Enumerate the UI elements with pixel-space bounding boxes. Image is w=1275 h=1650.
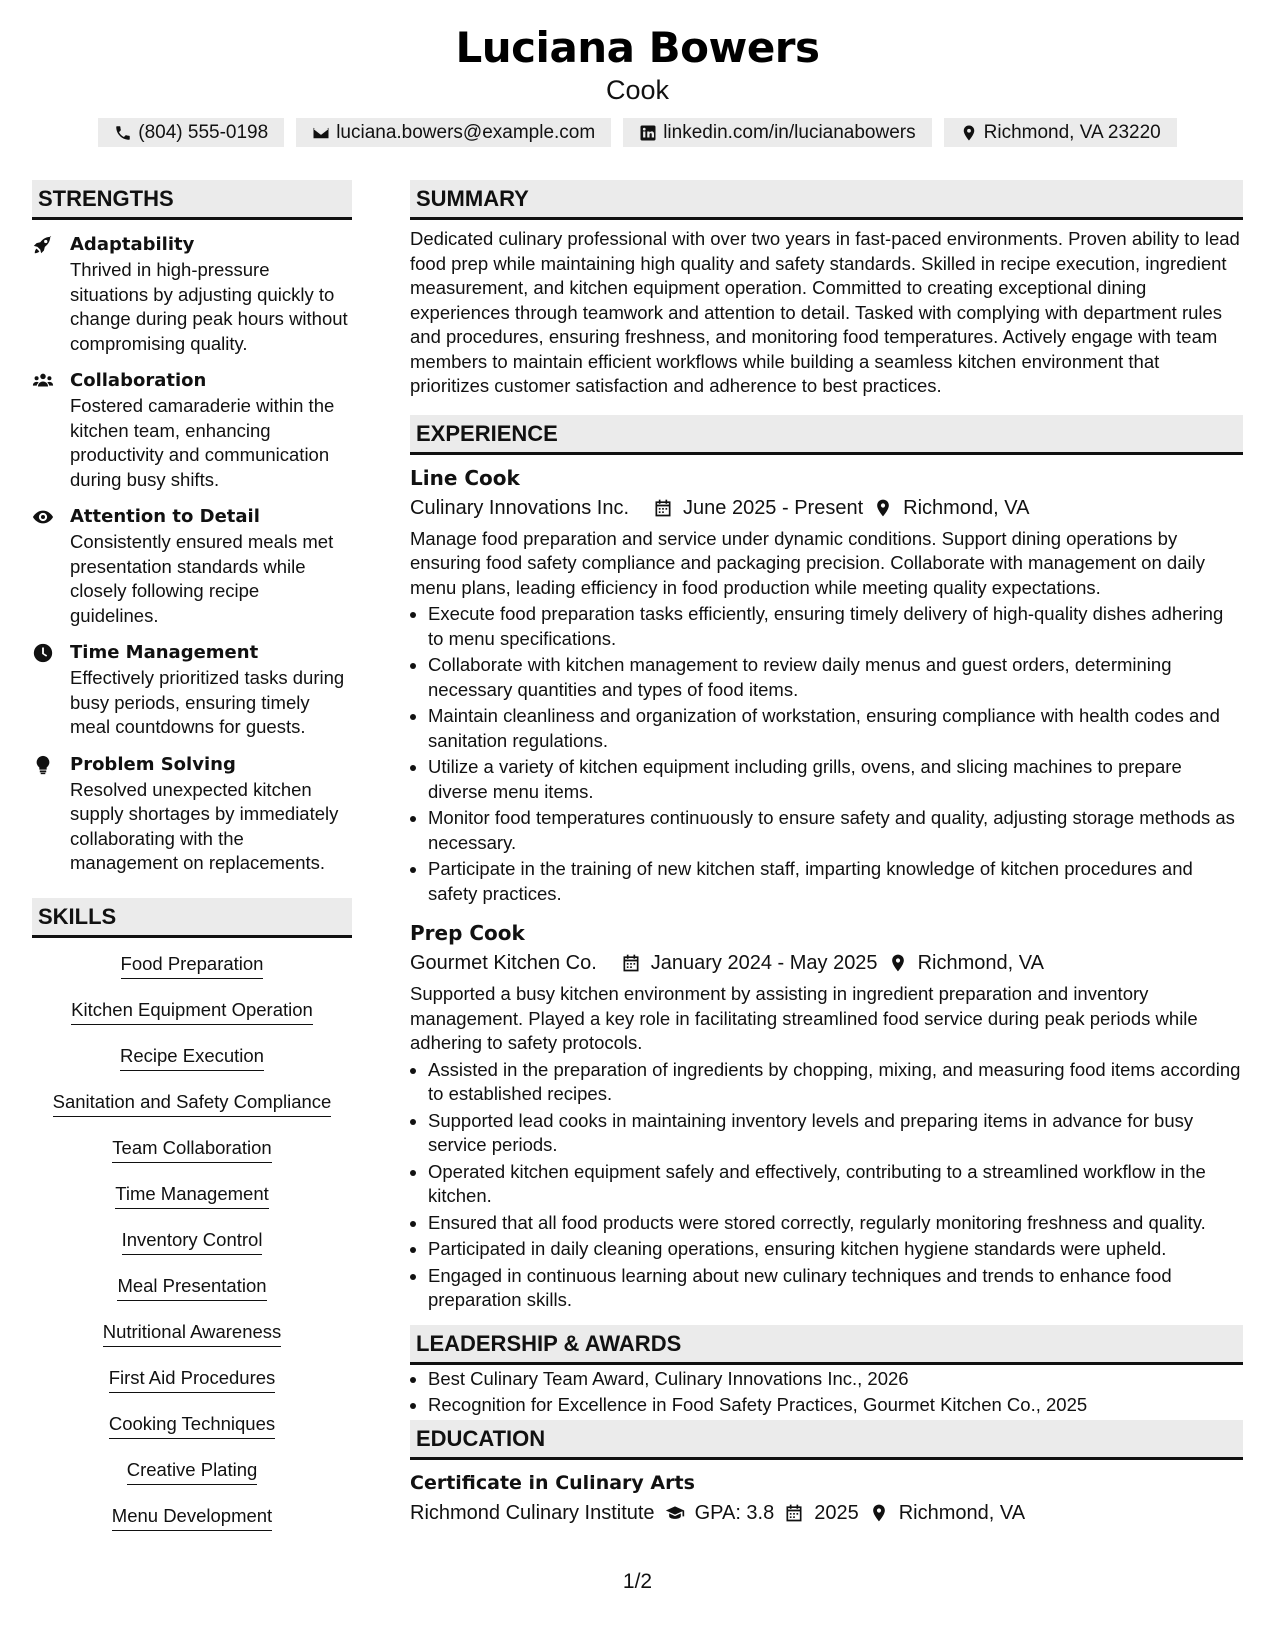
- job-entry: [410, 463, 1243, 907]
- calendar-icon: [621, 953, 641, 973]
- lightbulb-icon: [32, 754, 54, 776]
- education-location: Richmond, VA: [898, 1501, 1026, 1524]
- map-pin-icon: [960, 124, 978, 142]
- skills-heading: SKILLS: [32, 898, 352, 938]
- skill-item: Team Collaboration: [112, 1136, 271, 1163]
- summary-heading: SUMMARY: [410, 180, 1243, 220]
- job-bullet: • Assisted in the preparation of ingredients by chopping, mixing, and measuring food items according to established recipes.: [428, 1058, 1243, 1107]
- skill-item: Recipe Execution: [120, 1044, 264, 1071]
- contact-location: [944, 118, 1177, 147]
- awards-heading: LEADERSHIP & AWARDS: [410, 1325, 1243, 1365]
- page-number: 1/2: [622, 1570, 653, 1593]
- job-title: Line Cook: [410, 465, 520, 490]
- candidate-name: Luciana Bowers: [455, 23, 820, 72]
- job-title: Prep Cook: [410, 921, 525, 945]
- map-pin-icon: [873, 498, 893, 518]
- skill-item: Inventory Control: [122, 1228, 263, 1255]
- contact-linkedin[interactable]: [623, 118, 931, 147]
- strength-item: [32, 368, 352, 492]
- phone-icon: [114, 124, 132, 142]
- strength-title: Collaboration: [70, 370, 207, 391]
- job-meta: [410, 948, 1243, 978]
- education-title: Certificate in Culinary Arts: [410, 1471, 695, 1494]
- left-column: [32, 180, 352, 1550]
- skill-item: Nutritional Awareness: [103, 1320, 282, 1347]
- job-bullet: • Operated kitchen equipment safely and effectively, contributing to a streamlined workflow in the kitchen.: [428, 1160, 1243, 1209]
- candidate-role: Cook: [605, 75, 670, 105]
- skill-item: Kitchen Equipment Operation: [71, 998, 313, 1025]
- phone-text: (804) 555-0198: [138, 121, 269, 143]
- job-bullet: • Supported lead cooks in maintaining inventory levels and preparing items in advance for busy service periods.: [428, 1109, 1243, 1158]
- skill-item: Menu Development: [112, 1504, 272, 1531]
- strength-title: Adaptability: [70, 234, 195, 255]
- skill-item: Sanitation and Safety Compliance: [53, 1090, 332, 1117]
- strength-title: Problem Solving: [70, 753, 236, 775]
- job-entry: [410, 918, 1243, 1313]
- skills-list: [32, 938, 352, 1550]
- job-meta: [410, 493, 1243, 523]
- job-location: Richmond, VA: [903, 496, 1030, 519]
- award-item: • Best Culinary Team Award, Culinary Innovations Inc., 2026: [428, 1367, 1243, 1392]
- envelope-icon: [312, 124, 330, 142]
- resume-header: [0, 0, 1275, 147]
- clock-icon: [32, 642, 54, 664]
- strength-item: [32, 752, 352, 876]
- job-dates: January 2024 - May 2025: [650, 952, 878, 974]
- education-year: 2025: [814, 1501, 859, 1524]
- users-icon: [32, 370, 54, 392]
- linkedin-icon: [639, 124, 657, 142]
- job-bullet: • Participate in the training of new kitchen staff, imparting knowledge of kitchen procedures and safety practices.: [428, 857, 1243, 906]
- skill-item: Meal Presentation: [117, 1274, 266, 1301]
- strength-text: Consistently ensured meals met presentation standards while closely following recipe guidelines.: [70, 531, 334, 626]
- graduation-cap-icon: [665, 1503, 685, 1523]
- contact-bar: [0, 118, 1275, 147]
- education-gpa: GPA: 3.8: [694, 1501, 775, 1524]
- strength-text: Thrived in high-pressure situations by adjusting quickly to change during peak hours without compromising quality.: [70, 259, 348, 354]
- rocket-icon: [32, 234, 54, 256]
- education-school: Richmond Culinary Institute: [410, 1501, 655, 1524]
- skill-item: Time Management: [115, 1182, 269, 1209]
- strength-item: [32, 640, 352, 740]
- contact-email[interactable]: [296, 118, 611, 147]
- experience-heading: EXPERIENCE: [410, 415, 1243, 455]
- map-pin-icon: [869, 1503, 889, 1523]
- job-bullet: • Utilize a variety of kitchen equipment including grills, ovens, and slicing machines to prepare diverse menu items.: [428, 755, 1243, 804]
- job-description: Supported a busy kitchen environment by assisting in ingredient preparation and inventory management. Played a key role in facilitating streamlined food service during peak periods while adhering to safety protocols.: [410, 983, 1198, 1053]
- job-company: Gourmet Kitchen Co.: [410, 952, 597, 974]
- email-text: luciana.bowers@example.com: [336, 121, 596, 143]
- job-dates: June 2025 - Present: [683, 496, 864, 519]
- skill-item: Food Preparation: [121, 952, 264, 979]
- strength-item: [32, 504, 352, 628]
- award-item: • Recognition for Excellence in Food Safety Practices, Gourmet Kitchen Co., 2025: [428, 1393, 1243, 1418]
- job-bullets: [410, 602, 1243, 906]
- skill-item: Creative Plating: [127, 1458, 258, 1485]
- job-bullet: • Participated in daily cleaning operations, ensuring kitchen hygiene standards were upheld.: [428, 1237, 1243, 1262]
- strengths-heading: STRENGTHS: [32, 180, 352, 220]
- skill-item: Cooking Techniques: [109, 1412, 275, 1439]
- job-bullet: • Engaged in continuous learning about new culinary techniques and trends to enhance food preparation skills.: [428, 1264, 1243, 1313]
- right-column: [410, 180, 1243, 1528]
- strength-title: Attention to Detail: [70, 506, 260, 527]
- job-bullets: [410, 1058, 1243, 1313]
- job-company: Culinary Innovations Inc.: [410, 496, 630, 519]
- calendar-icon: [653, 498, 673, 518]
- job-bullet: • Execute food preparation tasks efficiently, ensuring timely delivery of high-quality dishes adhering to menu specifications.: [428, 602, 1243, 651]
- job-bullet: • Collaborate with kitchen management to review daily menus and guest orders, determining necessary quantities and types of food items.: [428, 653, 1243, 702]
- education-meta: [410, 1498, 1243, 1528]
- skill-item: First Aid Procedures: [109, 1366, 276, 1393]
- strength-text: Fostered camaraderie within the kitchen team, enhancing productivity and communication during busy shifts.: [70, 395, 335, 490]
- job-description: Manage food preparation and service under dynamic conditions. Support dining operations by ensuring food safety compliance and packaging precision. Collaborate with management on daily menu plans, leading efficiency in food production while meeting quality expectations.: [410, 527, 1205, 598]
- map-pin-icon: [888, 953, 908, 973]
- contact-phone[interactable]: [98, 118, 284, 147]
- job-location: Richmond, VA: [917, 952, 1044, 974]
- job-bullet: • Monitor food temperatures continuously to ensure safety and quality, adjusting storage methods as necessary.: [428, 806, 1243, 855]
- strength-text: Effectively prioritized tasks during busy periods, ensuring timely meal countdowns for guests.: [70, 667, 345, 737]
- job-bullet: • Maintain cleanliness and organization of workstation, ensuring compliance with health codes and sanitation regulations.: [428, 704, 1243, 753]
- linkedin-text: linkedin.com/in/lucianabowers: [663, 121, 916, 143]
- eye-icon: [32, 506, 54, 528]
- summary-text: Dedicated culinary professional with over two years in fast-paced environments. Proven ability to lead food prep while maintaining high quality and safety standards. Skilled in recipe execution, ingredient measurement, and kitchen equipment operation. Committed to creating exceptional dining experiences through teamwork and attention to detail. Tasked with complying with department rules and procedures, ensuring freshness, and monitoring food temperatures. Actively engage with team members to maintain efficient workflows while building a seamless kitchen environment that prioritizes customer satisfaction and adherence to best practices.: [410, 228, 1240, 396]
- strength-title: Time Management: [70, 642, 259, 663]
- job-bullet: • Ensured that all food products were stored correctly, regularly monitoring freshness and quality.: [428, 1211, 1243, 1236]
- awards-list: [410, 1367, 1243, 1418]
- calendar-icon: [784, 1503, 804, 1523]
- education-heading: EDUCATION: [410, 1420, 1243, 1460]
- strength-text: Resolved unexpected kitchen supply shortages by immediately collaborating with the management on replacements.: [70, 778, 339, 873]
- location-text: Richmond, VA 23220: [983, 121, 1161, 143]
- strength-item: [32, 232, 352, 356]
